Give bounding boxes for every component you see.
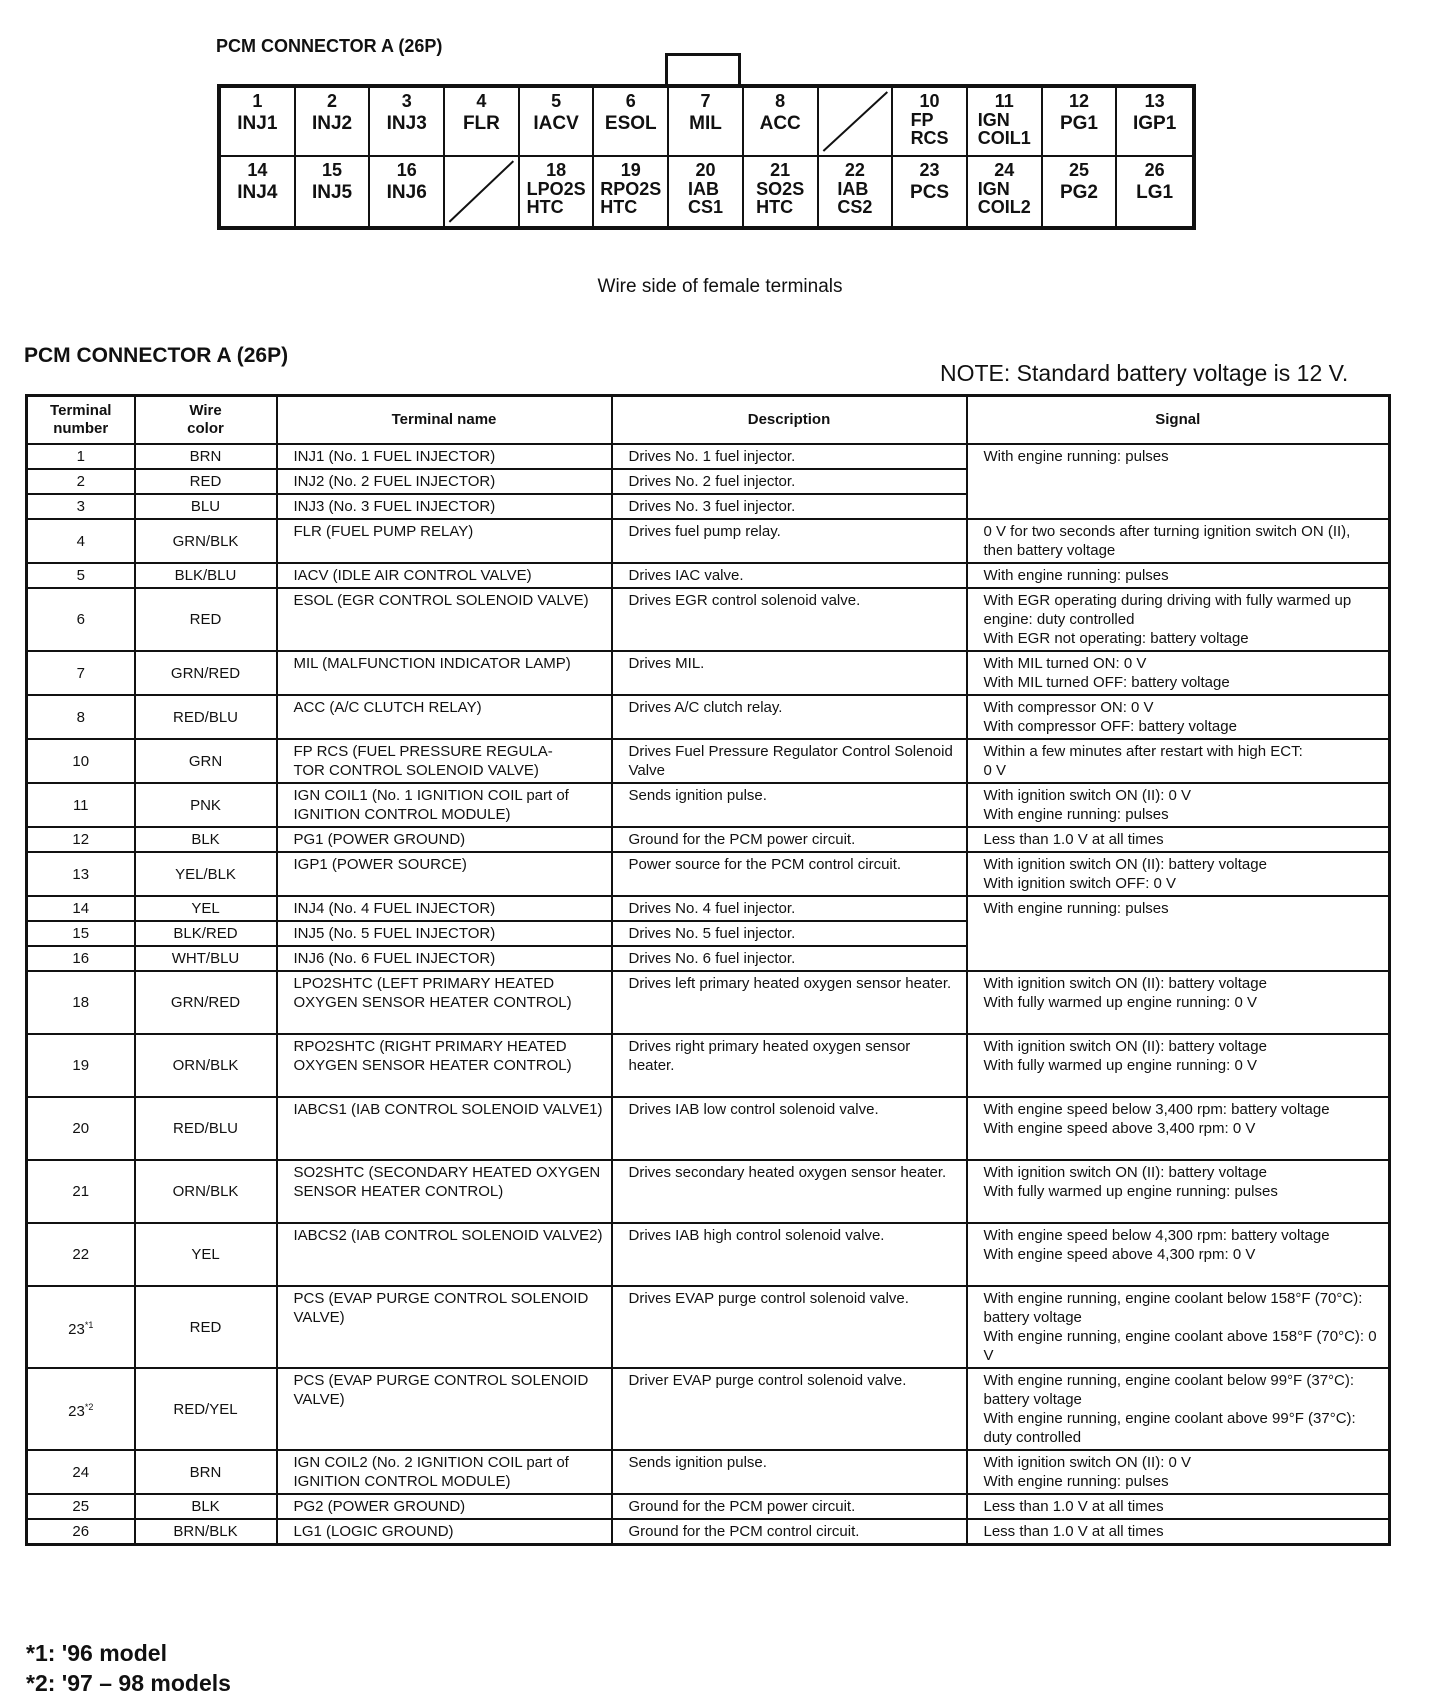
unused-cavity-slash	[819, 88, 892, 155]
terminal-number-cell	[27, 651, 135, 695]
terminal-number-cell	[27, 1223, 135, 1286]
terminal-table	[25, 394, 1391, 1546]
pin-label: IGN COIL1	[977, 110, 1031, 148]
pin-number: 25	[1068, 160, 1089, 180]
signal-cell: With ignition switch ON (II): battery voltage With fully warmed up engine running: 0 V	[967, 1034, 1390, 1097]
model-footnote-marker: *2	[84, 1401, 94, 1412]
pin-label: RPO2S HTC	[600, 179, 662, 217]
description-cell: Drives MIL.	[612, 651, 967, 695]
terminal-number-cell	[27, 494, 135, 519]
terminal-number-cell	[27, 469, 135, 494]
terminal-name-cell: PG1 (POWER GROUND)	[277, 827, 612, 852]
wire-color-cell: RED	[135, 469, 277, 494]
pin-number: 20	[695, 160, 716, 180]
description-cell: Drives IAB low control solenoid valve.	[612, 1097, 967, 1160]
connector-pin-12	[1043, 88, 1118, 157]
terminal-number: 15	[72, 925, 90, 942]
terminal-number: 12	[72, 831, 90, 848]
header-signal: Signal	[967, 396, 1390, 445]
description-cell: Driver EVAP purge control solenoid valve.	[612, 1368, 967, 1450]
connector-pin-empty	[819, 88, 894, 157]
connector-pin-19	[594, 157, 669, 226]
table-row	[27, 1034, 1390, 1097]
table-row	[27, 1450, 1390, 1494]
connector-pin-14	[221, 157, 296, 226]
terminal-number-cell	[27, 896, 135, 921]
wire-color-cell: BLK	[135, 827, 277, 852]
connector-pin-11	[968, 88, 1043, 157]
signal-cell: Less than 1.0 V at all times	[967, 827, 1390, 852]
pin-number: 22	[844, 160, 865, 180]
pin-number: 14	[247, 160, 268, 180]
pin-label: PG2	[1059, 182, 1098, 203]
pin-number: 5	[551, 91, 562, 111]
pin-number: 1	[252, 91, 263, 111]
terminal-number: 3	[76, 498, 85, 515]
description-cell: Ground for the PCM power circuit.	[612, 1494, 967, 1519]
terminal-name-cell: INJ2 (No. 2 FUEL INJECTOR)	[277, 469, 612, 494]
terminal-number: 7	[76, 664, 85, 682]
terminal-name-cell: INJ4 (No. 4 FUEL INJECTOR)	[277, 896, 612, 921]
terminal-number: 23	[68, 1320, 85, 1338]
description-cell: Sends ignition pulse.	[612, 783, 967, 827]
wire-color-cell: PNK	[135, 783, 277, 827]
table-row	[27, 695, 1390, 739]
table-row	[27, 783, 1390, 827]
wire-color-cell: YEL	[135, 896, 277, 921]
description-cell: Drives EVAP purge control solenoid valve.	[612, 1286, 967, 1368]
signal-cell: With engine running: pulses	[967, 444, 1390, 519]
pin-label: INJ6	[386, 182, 427, 203]
wire-color-cell: BLK/BLU	[135, 563, 277, 588]
unused-cavity-slash	[445, 157, 518, 226]
description-cell: Drives IAC valve.	[612, 563, 967, 588]
pin-number: 4	[476, 91, 487, 111]
description-cell: Drives No. 3 fuel injector.	[612, 494, 967, 519]
pin-number: 3	[401, 91, 412, 111]
connector-pin-7	[669, 88, 744, 157]
connector-latch-tab	[665, 53, 741, 85]
connector-pin-24	[968, 157, 1043, 226]
terminal-number-cell	[27, 588, 135, 651]
pin-number: 8	[775, 91, 786, 111]
wire-color-cell: RED/YEL	[135, 1368, 277, 1450]
pin-label: IGN COIL2	[977, 179, 1031, 217]
wire-color-cell: GRN/RED	[135, 651, 277, 695]
terminal-number: 14	[72, 900, 90, 917]
terminal-number: 19	[72, 1057, 90, 1074]
connector-pin-21	[744, 157, 819, 226]
description-cell: Drives left primary heated oxygen sensor heater.	[612, 971, 967, 1034]
terminal-number-cell	[27, 1097, 135, 1160]
wire-color-cell: GRN/RED	[135, 971, 277, 1034]
description-cell: Ground for the PCM control circuit.	[612, 1519, 967, 1545]
terminal-number: 13	[72, 865, 90, 883]
table-row	[27, 444, 1390, 469]
table-body	[27, 444, 1390, 1545]
pin-label: INJ2	[311, 113, 353, 134]
table-row	[27, 1286, 1390, 1368]
table-row	[27, 1160, 1390, 1223]
description-cell: Drives A/C clutch relay.	[612, 695, 967, 739]
connector-pin-13	[1117, 88, 1192, 157]
wire-color-cell: GRN/BLK	[135, 519, 277, 563]
signal-cell: With compressor ON: 0 V With compressor OFF: battery voltage	[967, 695, 1390, 739]
terminal-number-cell	[27, 1368, 135, 1450]
terminal-name-cell: FLR (FUEL PUMP RELAY)	[277, 519, 612, 563]
signal-cell: With engine speed below 3,400 rpm: battery voltage With engine speed above 3,400 rpm: 0 V	[967, 1097, 1390, 1160]
pin-label: LG1	[1136, 182, 1174, 203]
pin-number: 10	[919, 91, 940, 111]
terminal-number-cell	[27, 1519, 135, 1545]
table-row	[27, 588, 1390, 651]
connector-pin-18	[520, 157, 595, 226]
terminal-number: 25	[72, 1498, 90, 1515]
terminal-name-cell: MIL (MALFUNCTION INDICATOR LAMP)	[277, 651, 612, 695]
connector-pin-15	[296, 157, 371, 226]
signal-cell: With ignition switch ON (II): battery voltage With fully warmed up engine running: 0 V	[967, 971, 1390, 1034]
table-row	[27, 1494, 1390, 1519]
connector-pin-20	[669, 157, 744, 226]
pin-number: 12	[1068, 91, 1089, 111]
signal-cell: With ignition switch ON (II): battery voltage With ignition switch OFF: 0 V	[967, 852, 1390, 896]
terminal-number: 16	[72, 950, 90, 967]
connector-pin-16	[370, 157, 445, 226]
terminal-number-cell	[27, 1450, 135, 1494]
connector-pin-5	[520, 88, 595, 157]
pin-label: ESOL	[604, 113, 657, 134]
pin-label: IACV	[533, 113, 579, 134]
signal-cell: Within a few minutes after restart with high ECT: 0 V	[967, 739, 1390, 783]
signal-cell: With EGR operating during driving with fully warmed up engine: duty controlled With EGR not operating: battery voltage	[967, 588, 1390, 651]
terminal-number: 6	[76, 611, 85, 628]
pin-number: 19	[620, 160, 641, 180]
terminal-name-cell: RPO2SHTC (RIGHT PRIMARY HEATED OXYGEN SENSOR HEATER CONTROL)	[277, 1034, 612, 1097]
connector-pin-grid	[217, 84, 1196, 230]
connector-pin-2	[296, 88, 371, 157]
table-row	[27, 827, 1390, 852]
connector-pin-26	[1117, 157, 1192, 226]
terminal-name-cell: ESOL (EGR CONTROL SOLENOID VALVE)	[277, 588, 612, 651]
battery-voltage-note: NOTE: Standard battery voltage is 12 V.	[940, 360, 1349, 386]
signal-cell: 0 V for two seconds after turning ignition switch ON (II), then battery voltage	[967, 519, 1390, 563]
wire-color-cell: RED	[135, 588, 277, 651]
header-description: Description	[612, 396, 967, 445]
header-terminal-name: Terminal name	[277, 396, 612, 445]
terminal-name-cell: INJ3 (No. 3 FUEL INJECTOR)	[277, 494, 612, 519]
terminal-number: 24	[72, 1463, 90, 1481]
wire-color-cell: BRN	[135, 1450, 277, 1494]
terminal-number-cell	[27, 1160, 135, 1223]
wire-color-cell: YEL	[135, 1223, 277, 1286]
connector-pin-23	[893, 157, 968, 226]
pin-number: 11	[994, 91, 1014, 111]
pin-number: 13	[1144, 91, 1165, 111]
pin-label: IGP1	[1132, 113, 1177, 134]
table-row	[27, 971, 1390, 1034]
wire-color-cell: BLK	[135, 1494, 277, 1519]
terminal-number-cell	[27, 739, 135, 783]
wire-color-cell: YEL/BLK	[135, 852, 277, 896]
connector-pin-8	[744, 88, 819, 157]
description-cell: Drives No. 1 fuel injector.	[612, 444, 967, 469]
pin-label: MIL	[689, 113, 722, 134]
pin-number: 18	[546, 160, 567, 180]
terminal-number-cell	[27, 852, 135, 896]
pin-number: 6	[625, 91, 636, 111]
terminal-name-cell: PCS (EVAP PURGE CONTROL SOLENOID VALVE)	[277, 1286, 612, 1368]
description-cell: Drives No. 2 fuel injector.	[612, 469, 967, 494]
wire-color-cell: ORN/BLK	[135, 1034, 277, 1097]
pin-number: 26	[1144, 160, 1165, 180]
pin-label: IAB CS2	[837, 179, 873, 217]
connector-diagram-title: PCM CONNECTOR A (26P)	[216, 36, 443, 56]
wire-color-cell: RED/BLU	[135, 1097, 277, 1160]
description-cell: Drives No. 5 fuel injector.	[612, 921, 967, 946]
pin-label: INJ1	[237, 113, 278, 134]
terminal-number: 23	[68, 1402, 85, 1420]
terminal-name-cell: SO2SHTC (SECONDARY HEATED OXYGEN SENSOR HEATER CONTROL)	[277, 1160, 612, 1223]
wire-color-cell: RED	[135, 1286, 277, 1368]
terminal-number-cell	[27, 563, 135, 588]
table-row	[27, 651, 1390, 695]
header-terminal-number: Terminal number	[27, 396, 135, 445]
connector-pin-22	[819, 157, 894, 226]
pin-label: FLR	[462, 113, 500, 134]
connector-pin-3	[370, 88, 445, 157]
wire-color-cell: WHT/BLU	[135, 946, 277, 971]
terminal-number-cell	[27, 783, 135, 827]
terminal-name-cell: IGN COIL2 (No. 2 IGNITION COIL part of IGNITION CONTROL MODULE)	[277, 1450, 612, 1494]
table-row	[27, 1519, 1390, 1545]
wire-color-cell: GRN	[135, 739, 277, 783]
terminal-name-cell: LG1 (LOGIC GROUND)	[277, 1519, 612, 1545]
terminal-number: 21	[72, 1183, 90, 1200]
signal-cell: With engine speed below 4,300 rpm: battery voltage With engine speed above 4,300 rpm: 0 V	[967, 1223, 1390, 1286]
pin-number: 15	[322, 160, 343, 180]
table-row	[27, 1368, 1390, 1450]
signal-cell: With engine running: pulses	[967, 896, 1390, 971]
terminal-number: 5	[76, 567, 85, 584]
pin-number: 21	[770, 160, 791, 180]
terminal-number-cell	[27, 1034, 135, 1097]
signal-cell: With engine running, engine coolant below 99°F (37°C): battery voltage With engine running, engine coolant above 99°F (37°C): duty controlled	[967, 1368, 1390, 1450]
description-cell: Drives No. 4 fuel injector.	[612, 896, 967, 921]
description-cell: Sends ignition pulse.	[612, 1450, 967, 1494]
description-cell: Ground for the PCM power circuit.	[612, 827, 967, 852]
description-cell: Drives IAB high control solenoid valve.	[612, 1223, 967, 1286]
terminal-name-cell: IACV (IDLE AIR CONTROL VALVE)	[277, 563, 612, 588]
connector-pin-6	[594, 88, 669, 157]
footnote-1: *1: '96 model	[26, 1640, 167, 1666]
table-header-row	[27, 396, 1390, 445]
model-footnote-marker: *1	[84, 1319, 94, 1330]
terminal-name-cell: PG2 (POWER GROUND)	[277, 1494, 612, 1519]
pin-label: INJ4	[237, 182, 278, 203]
connector-pin-10	[893, 88, 968, 157]
pin-number: 2	[327, 91, 338, 111]
pin-label: INJ5	[311, 182, 353, 203]
connector-pin-empty	[445, 157, 520, 226]
wire-color-cell: ORN/BLK	[135, 1160, 277, 1223]
connector-pin-4	[445, 88, 520, 157]
signal-cell: With engine running, engine coolant below 158°F (70°C): battery voltage With engine running, engine coolant above 158°F (70°C): 0 V	[967, 1286, 1390, 1368]
wire-color-cell: RED/BLU	[135, 695, 277, 739]
pin-number: 7	[700, 91, 711, 111]
table-row	[27, 739, 1390, 783]
wire-color-cell: BLU	[135, 494, 277, 519]
table-row	[27, 563, 1390, 588]
wire-color-cell: BRN	[135, 444, 277, 469]
terminal-number-cell	[27, 921, 135, 946]
terminal-name-cell: IGP1 (POWER SOURCE)	[277, 852, 612, 896]
wire-color-cell: BRN/BLK	[135, 1519, 277, 1545]
wire-color-cell: BLK/RED	[135, 921, 277, 946]
description-cell: Drives No. 6 fuel injector.	[612, 946, 967, 971]
signal-cell: Less than 1.0 V at all times	[967, 1519, 1390, 1545]
terminal-number: 11	[72, 796, 89, 814]
pin-label: ACC	[759, 113, 801, 134]
table-row	[27, 1223, 1390, 1286]
terminal-number: 20	[72, 1120, 90, 1137]
description-cell: Drives EGR control solenoid valve.	[612, 588, 967, 651]
pin-number: 23	[919, 160, 940, 180]
terminal-name-cell: LPO2SHTC (LEFT PRIMARY HEATED OXYGEN SENSOR HEATER CONTROL)	[277, 971, 612, 1034]
description-cell: Drives Fuel Pressure Regulator Control Solenoid Valve	[612, 739, 967, 783]
table-row	[27, 1097, 1390, 1160]
terminal-number: 10	[72, 752, 90, 770]
terminal-number: 26	[72, 1523, 90, 1540]
description-cell: Drives right primary heated oxygen sensor heater.	[612, 1034, 967, 1097]
terminal-number: 2	[76, 473, 85, 490]
table-row	[27, 519, 1390, 563]
header-wire-color: Wire color	[135, 396, 277, 445]
terminal-name-cell: IGN COIL1 (No. 1 IGNITION COIL part of IGNITION CONTROL MODULE)	[277, 783, 612, 827]
signal-cell: Less than 1.0 V at all times	[967, 1494, 1390, 1519]
table-row	[27, 852, 1390, 896]
terminal-name-cell: ACC (A/C CLUTCH RELAY)	[277, 695, 612, 739]
connector-caption: Wire side of female terminals	[597, 276, 843, 297]
terminal-name-cell: IABCS1 (IAB CONTROL SOLENOID VALVE1)	[277, 1097, 612, 1160]
terminal-name-cell: PCS (EVAP PURGE CONTROL SOLENOID VALVE)	[277, 1368, 612, 1450]
signal-cell: With ignition switch ON (II): 0 V With engine running: pulses	[967, 783, 1390, 827]
pin-number: 24	[994, 160, 1015, 180]
description-cell: Drives secondary heated oxygen sensor heater.	[612, 1160, 967, 1223]
terminal-name-cell: INJ1 (No. 1 FUEL INJECTOR)	[277, 444, 612, 469]
pin-label: PCS	[910, 182, 950, 203]
terminal-number-cell	[27, 946, 135, 971]
terminal-number: 1	[76, 448, 85, 465]
terminal-name-cell: FP RCS (FUEL PRESSURE REGULA- TOR CONTROL SOLENOID VALVE)	[277, 739, 612, 783]
terminal-number-cell	[27, 971, 135, 1034]
terminal-name-cell: INJ6 (No. 6 FUEL INJECTOR)	[277, 946, 612, 971]
terminal-number: 18	[72, 994, 90, 1011]
terminal-number-cell	[27, 827, 135, 852]
pin-label: IAB CS1	[687, 179, 723, 217]
terminal-name-cell: IABCS2 (IAB CONTROL SOLENOID VALVE2)	[277, 1223, 612, 1286]
pin-label: PG1	[1059, 113, 1098, 134]
terminal-number: 22	[72, 1246, 90, 1263]
pin-label: INJ3	[386, 113, 427, 134]
terminal-name-cell: INJ5 (No. 5 FUEL INJECTOR)	[277, 921, 612, 946]
pin-label: FP RCS	[910, 110, 949, 148]
signal-cell: With ignition switch ON (II): battery voltage With fully warmed up engine running: pulses	[967, 1160, 1390, 1223]
footnote-2: *2: '97 – 98 models	[26, 1670, 231, 1696]
pin-number: 16	[396, 160, 417, 180]
terminal-number: 8	[76, 708, 85, 726]
signal-cell: With MIL turned ON: 0 V With MIL turned OFF: battery voltage	[967, 651, 1390, 695]
table-row	[27, 896, 1390, 921]
terminal-number-cell	[27, 695, 135, 739]
connector-pin-1	[221, 88, 296, 157]
terminal-number-cell	[27, 444, 135, 469]
signal-cell: With ignition switch ON (II): 0 V With engine running: pulses	[967, 1450, 1390, 1494]
description-cell: Drives fuel pump relay.	[612, 519, 967, 563]
pin-label: SO2S HTC	[756, 179, 805, 217]
description-cell: Power source for the PCM control circuit.	[612, 852, 967, 896]
signal-cell: With engine running: pulses	[967, 563, 1390, 588]
terminal-number-cell	[27, 1286, 135, 1368]
terminal-number-cell	[27, 1494, 135, 1519]
terminal-number: 4	[76, 532, 85, 550]
table-title: PCM CONNECTOR A (26P)	[24, 344, 289, 367]
connector-pin-25	[1043, 157, 1118, 226]
terminal-number-cell	[27, 519, 135, 563]
pin-label: LPO2S HTC	[526, 179, 586, 217]
